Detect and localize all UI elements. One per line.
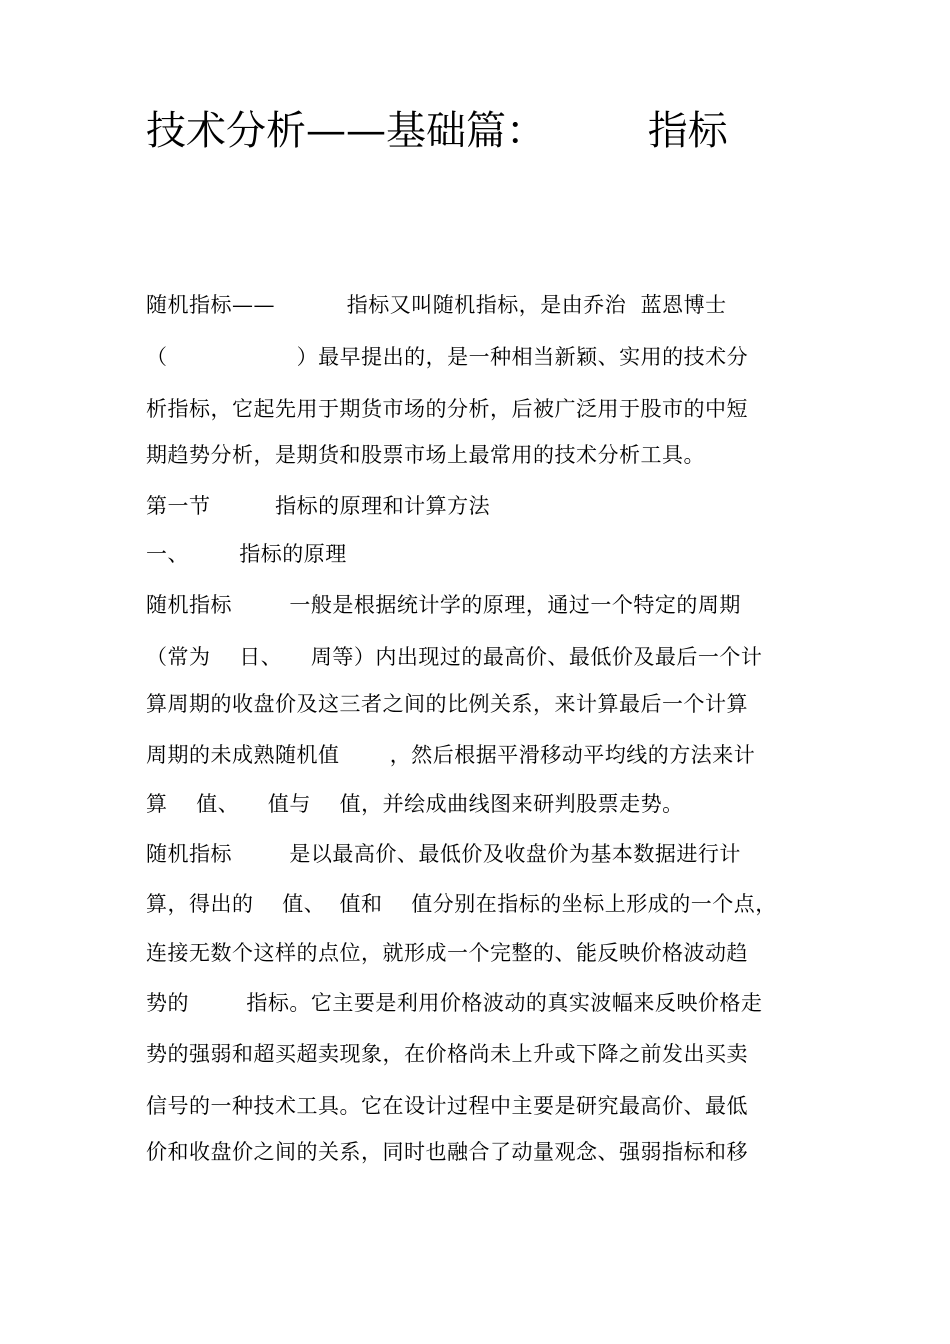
paragraph-line: 价和收盘价之间的关系，同时也融合了动量观念、强弱指标和移 [146, 1140, 748, 1164]
paragraph-line: 期趋势分析，是期货和股票市场上最常用的技术分析工具。 [146, 443, 705, 467]
document-title: 技术分析——基础篇： 指标 [146, 108, 728, 154]
paragraph-line: 随机指标 一般是根据统计学的原理，通过一个特定的周期 [146, 593, 741, 617]
paragraph-line: 信号的一种技术工具。它在设计过程中主要是研究最高价、最低 [146, 1094, 748, 1118]
paragraph-line: 随机指标—— 指标又叫随机指标，是由乔治 蓝恩博士 [146, 293, 727, 317]
paragraph-line: 算周期的收盘价及这三者之间的比例关系，来计算最后一个计算 [146, 692, 748, 716]
paragraph-line: 算，得出的 值、 值和 值分别在指标的坐标上形成的一个点， [146, 892, 777, 916]
paragraph-line: （常为 日、 周等）内出现过的最高价、最低价及最后一个计 [146, 645, 763, 669]
paragraph-line: （ ）最早提出的，是一种相当新颖、实用的技术分 [146, 345, 749, 369]
subsection-heading: 一、 指标的原理 [146, 542, 347, 566]
paragraph-line: 算 值、 值与 值，并绘成曲线图来研判股票走势。 [146, 792, 684, 816]
paragraph-line: 析指标，它起先用于期货市场的分析，后被广泛用于股市的中短 [146, 397, 748, 421]
paragraph-line: 势的 指标。它主要是利用价格波动的真实波幅来反映价格走 [146, 991, 763, 1015]
paragraph-line: 势的强弱和超买超卖现象，在价格尚未上升或下降之前发出买卖 [146, 1042, 748, 1066]
paragraph-line: 连接无数个这样的点位，就形成一个完整的、能反映价格波动趋 [146, 941, 748, 965]
section-heading: 第一节 指标的原理和计算方法 [146, 494, 491, 518]
paragraph-line: 周期的未成熟随机值 ，然后根据平滑移动平均线的方法来计 [146, 743, 756, 767]
paragraph-line: 随机指标 是以最高价、最低价及收盘价为基本数据进行计 [146, 842, 741, 866]
